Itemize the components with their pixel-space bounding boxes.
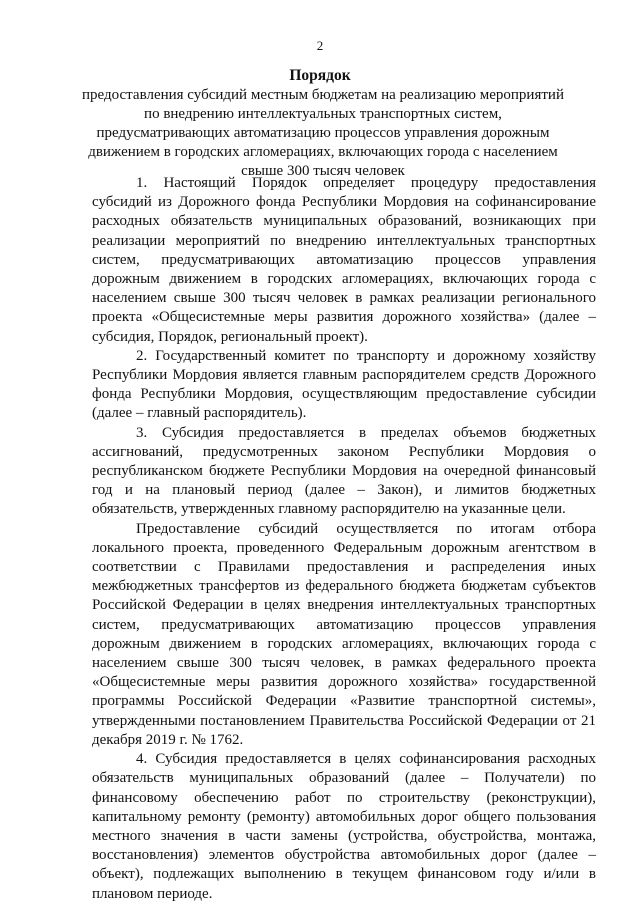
paragraph-3: 3. Субсидия предоставляется в пределах объемов бюджетных ассигнований, предусмотренных законом Республики Мордовия о республиканском бюджете Республики Мордовия на очередной финансовый год и на плановый период (далее – Закон), и лимитов бюджетных обязательств, утвержденных главному распорядителю на указанные цели. (92, 424, 596, 518)
document-body (92, 174, 596, 904)
page-number: 2 (316, 38, 324, 53)
paragraph-2: 2. Государственный комитет по транспорту и дорожному хозяйству Республики Мордовия является главным распорядителем средств Дорожного фонда Республики Мордовия, осуществляющим предоставление субсидии (далее – главный распорядитель). (92, 347, 596, 422)
paragraph-1: 1. Настоящий Порядок определяет процедуру предоставления субсидий из Дорожного фонда Республики Мордовия на софинансирование расходных обязательств муниципальных образований, возникающих при реализации мероприятий по внедрению интеллектуальных транспортных систем, предусматривающих автоматизацию процессов управления дорожным движением в городских агломерациях, включающих города с населением свыше 300 тысяч человек в рамках реализации регионального проекта «Общесистемные меры развития дорожного хозяйства» (далее – субсидия, Порядок, региональный проект). (92, 175, 596, 345)
document-title: Порядок (289, 67, 351, 84)
document-subtitle: предоставления субсидий местным бюджетам на реализацию мероприятий по внедрению интеллектуальных транспортных систем, предусматривающих автоматизацию процессов управления дорожным движением в городских агломерациях, включающих города с населением свыше 300 тысяч человек (82, 87, 564, 179)
paragraph-3-continued: Предоставление субсидий осуществляется по итогам отбора локального проекта, проведенного Федеральным дорожным агентством в соответствии с Правилами предоставления и распределения иных межбюджетных трансфертов из федерального бюджета бюджетам субъектов Российской Федерации в целях внедрения интеллектуальных транспортных систем, предусматривающих автоматизацию процессов управления дорожным движением в городских агломерациях, включающих города с населением свыше 300 тысяч человек, в рамках федерального проекта «Общесистемные меры развития дорожного хозяйства» государственной программы Российской Федерации «Развитие транспортной системы», утвержденными постановлением Правительства Российской Федерации от 21 декабря 2019 г. № 1762. (92, 520, 596, 748)
paragraph-4: 4. Субсидия предоставляется в целях софинансирования расходных обязательств муниципальных образований (далее – Получатели) по финансовому обеспечению работ по строительству (реконструкции), капитальному ремонту (ремонту) автомобильных дорог общего пользования местного значения в части замены (устройства, обустройства, монтажа, восстановления) элементов обустройства автомобильных дорог (далее – объект), подлежащих выполнению в текущем финансовом году и/или в плановом периоде. (92, 751, 596, 902)
